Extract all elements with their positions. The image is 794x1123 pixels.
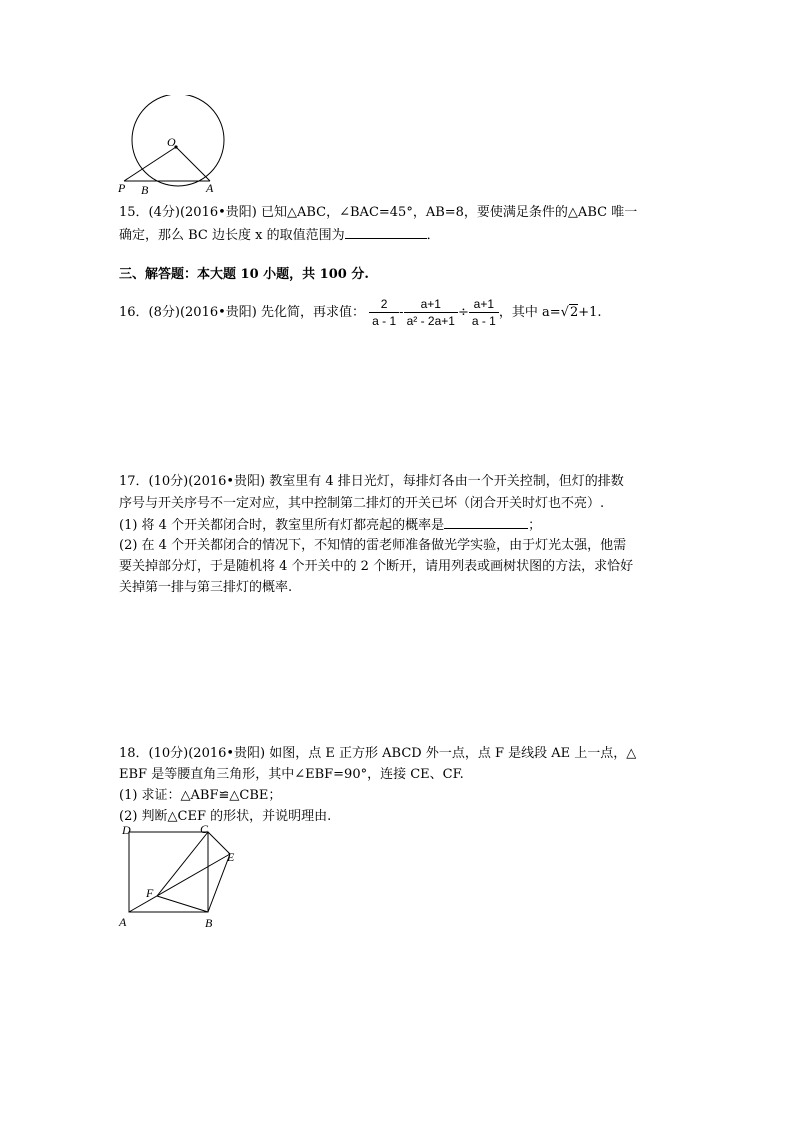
answer-blank-17[interactable] — [444, 515, 528, 529]
fraction-1-den: a - 1 — [372, 314, 397, 328]
label-f: F — [146, 886, 154, 900]
fraction-1-num: 2 — [369, 296, 399, 313]
segment-o-a — [176, 147, 210, 181]
sqrt-value: 2 — [569, 305, 579, 320]
label-a: A — [206, 181, 214, 195]
q16-suffix: ，其中 a= — [498, 305, 561, 320]
label-o: O — [167, 135, 176, 149]
label-b2: B — [205, 916, 213, 930]
fraction-3 — [469, 296, 499, 329]
q15-line2-text: 确定，那么 BC 边长度 x 的取值范围为 — [119, 228, 345, 243]
circle-o — [132, 95, 224, 186]
q18-line1: 18．(10分)(2016•贵阳) 如图，点 E 正方形 ABCD 外一点，点 F 是线段 AE 上一点，△ — [119, 746, 637, 761]
fraction-1 — [369, 296, 399, 329]
q16-line — [119, 293, 602, 333]
segment-fb — [157, 896, 208, 912]
square-figure — [110, 820, 250, 935]
q16-prefix: 16．(8分)(2016•贵阳) 先化简，再求值： — [119, 305, 365, 320]
q18-line2: EBF 是等腰直角三角形，其中∠EBF=90°，连接 CE、CF. — [119, 767, 464, 782]
q18-line3: (1) 求证：△ABF≌△CBE； — [119, 788, 282, 803]
q17-line5: 要关掉部分灯，于是随机将 4 个开关中的 2 个断开，请用列表或画树状图的方法，求恰好 — [119, 559, 634, 574]
fraction-2-den: a² - 2a+1 — [406, 314, 455, 328]
q17-line2: 序号与开关序号不一定对应，其中控制第二排灯的开关已坏（闭合开关时灯也不亮）. — [119, 496, 605, 511]
fraction-3-den: a - 1 — [471, 314, 496, 328]
label-c: C — [200, 822, 209, 836]
segment-cf — [157, 832, 208, 896]
q17-line1: 17．(10分)(2016•贵阳) 教室里有 4 排日光灯，每排灯各由一个开关控制，但灯的排数 — [119, 474, 624, 489]
label-p: P — [118, 181, 126, 195]
q18-line4: (2) 判断△CEF 的形状，并说明理由. — [119, 809, 332, 824]
label-b: B — [141, 183, 149, 197]
fraction-2 — [404, 296, 458, 329]
fraction-2-num: a+1 — [404, 296, 458, 313]
answer-blank-15[interactable] — [345, 225, 427, 239]
label-d: D — [122, 823, 131, 837]
q17-line3-text: (1) 将 4 个开关都闭合时，教室里所有灯都亮起的概率是 — [119, 518, 445, 533]
q17-line6: 关掉第一排与第三排灯的概率. — [119, 580, 293, 595]
q17-line3-end: ； — [528, 518, 542, 533]
q15-line1: 15．(4分)(2016•贵阳) 已知△ABC，∠BAC=45°，AB=8，要使满足条件的△ABC 唯一 — [119, 205, 638, 220]
label-e: E — [227, 850, 235, 864]
sqrt-sign: √ — [560, 305, 569, 320]
divide-sign: ÷ — [457, 305, 469, 320]
label-a2: A — [119, 915, 127, 929]
q17-line3 — [119, 515, 541, 535]
section-title: 三、解答题：本大题 10 小题，共 100 分. — [119, 267, 369, 282]
q15-line2-end: ． — [426, 228, 440, 243]
q15-line2 — [119, 225, 440, 245]
fraction-3-num: a+1 — [469, 296, 499, 313]
q17-line4: (2) 在 4 个开关都闭合的情况下，不知情的雷老师准备做光学实验，由于灯光太强，他需 — [119, 538, 627, 553]
q16-suffix-end: +1. — [578, 305, 602, 320]
circle-figure — [110, 95, 240, 200]
minus-sign: - — [399, 305, 404, 320]
